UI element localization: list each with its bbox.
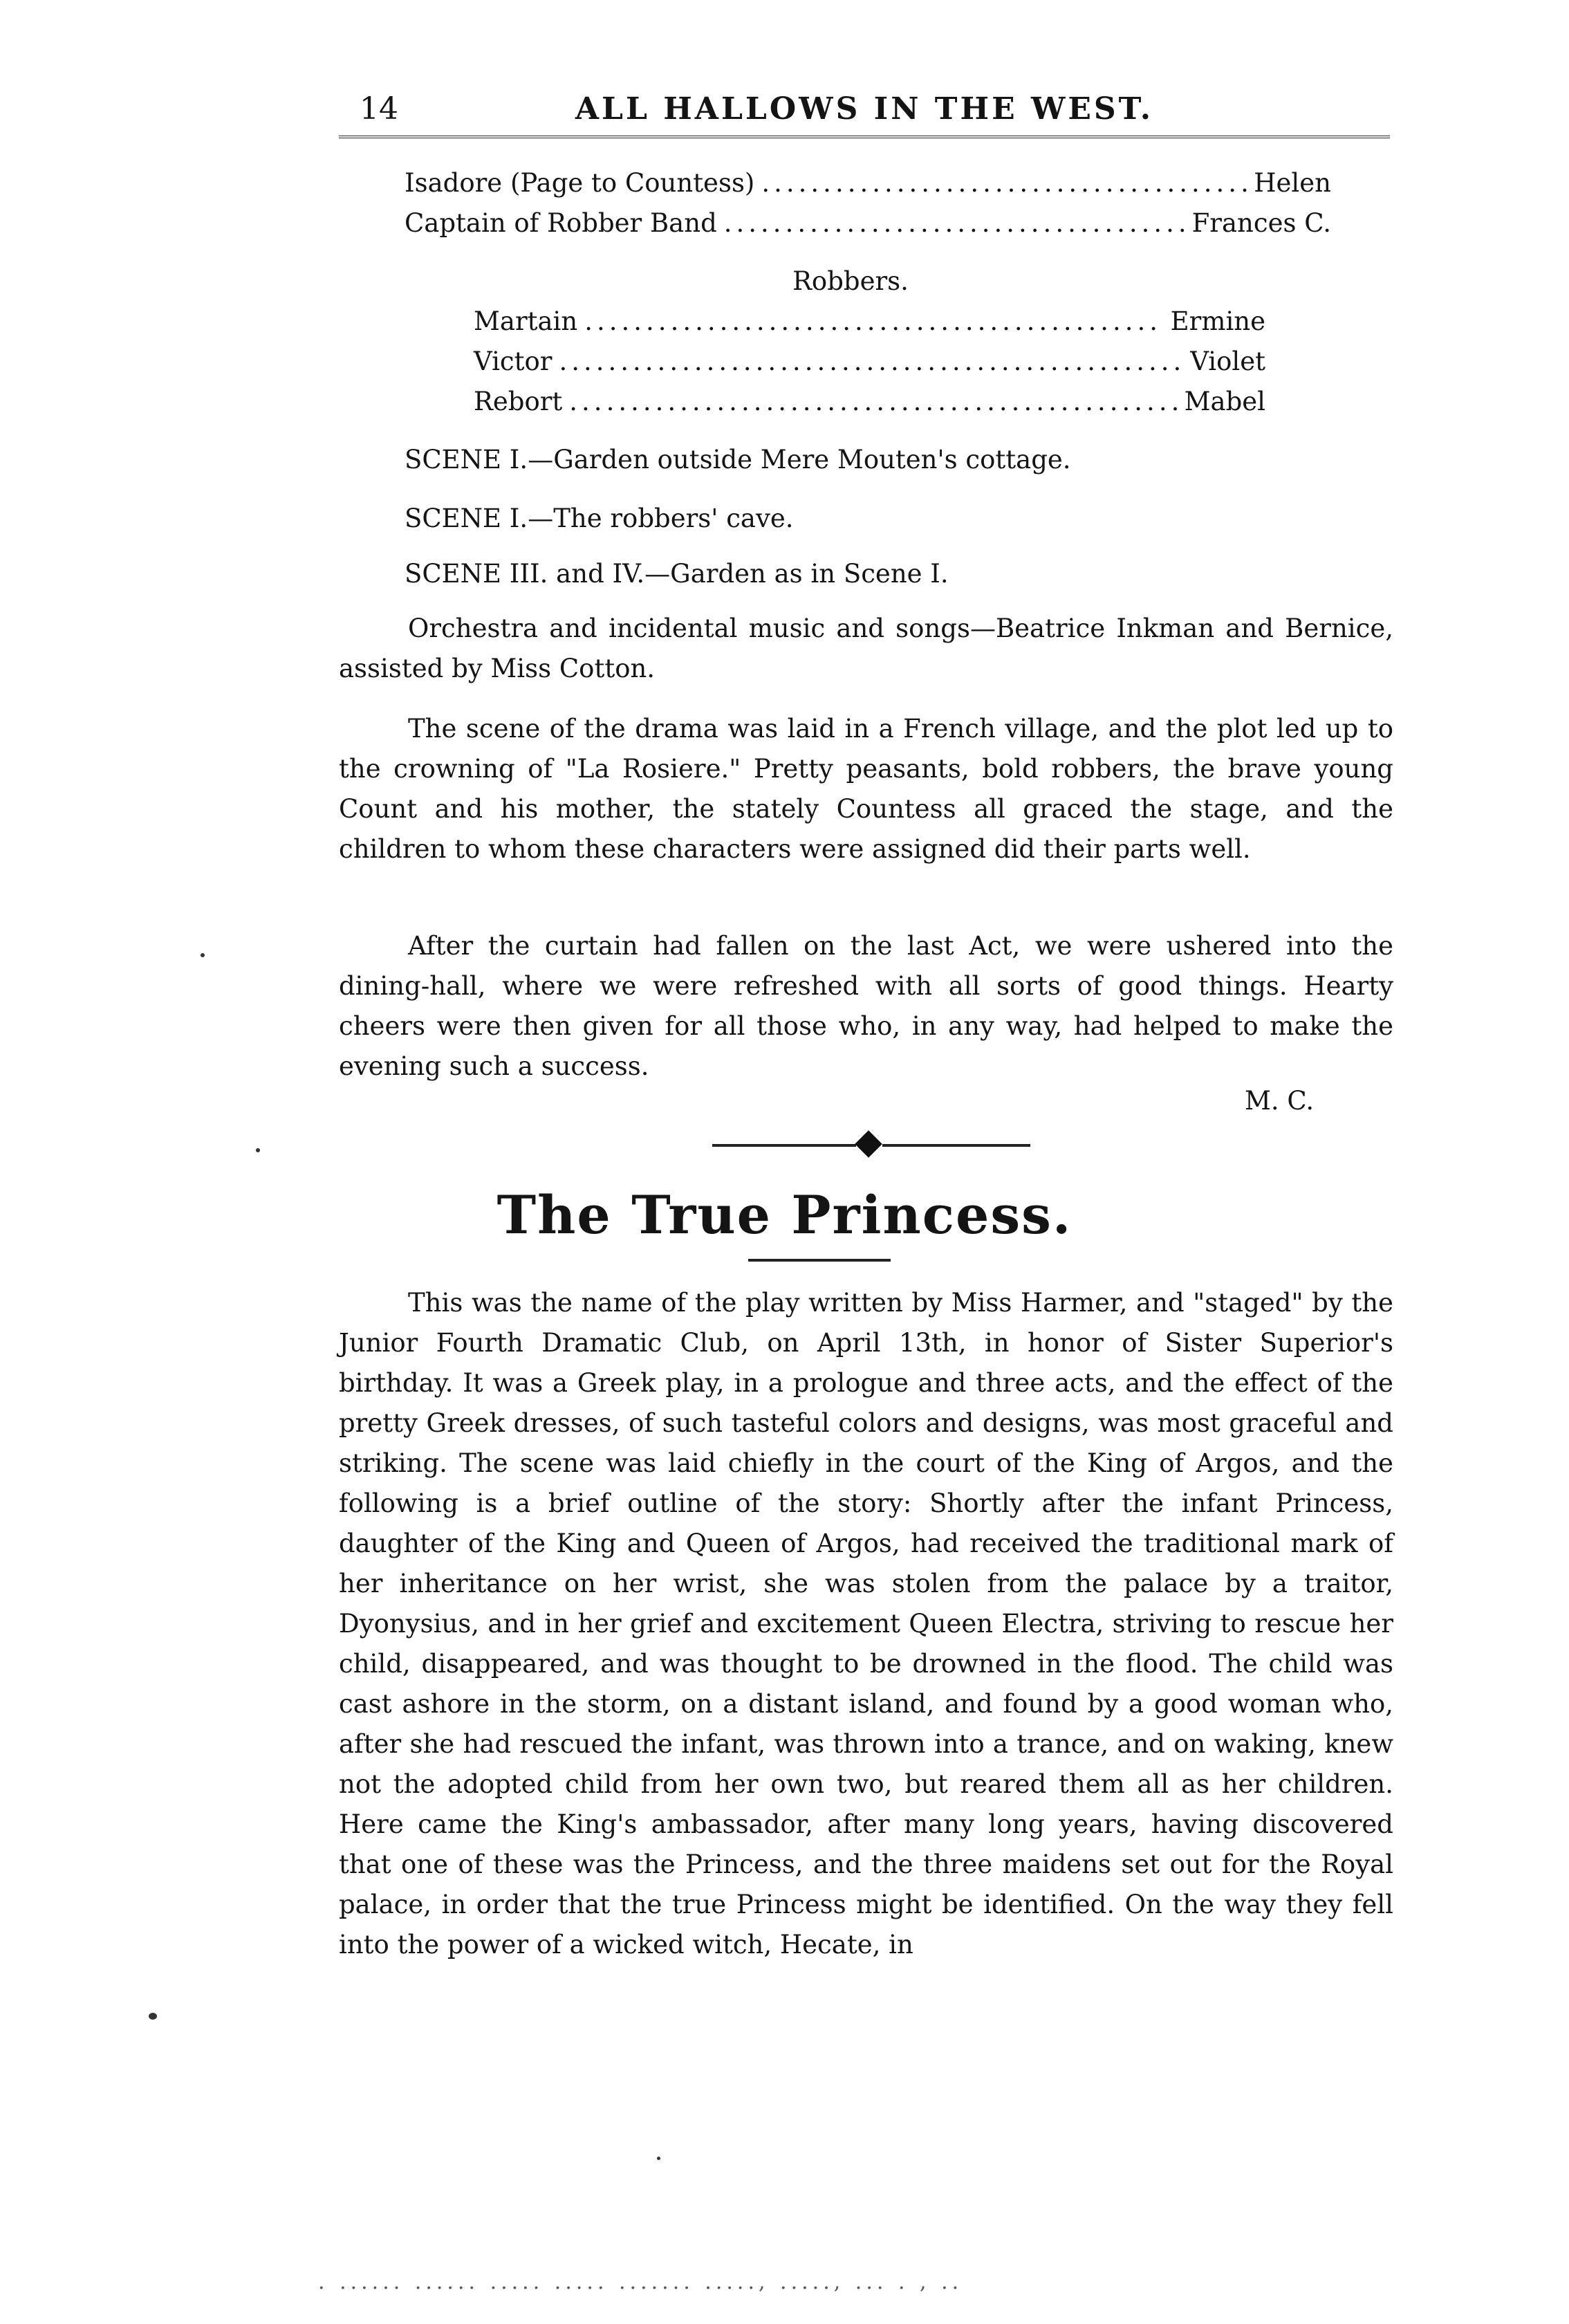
section-divider-ornament	[712, 1132, 1030, 1159]
robber-line	[474, 385, 1265, 419]
cast-actor: Mabel	[1184, 387, 1265, 416]
cast-line	[405, 166, 1331, 201]
robbers-heading: Robbers.	[792, 266, 909, 296]
cast-role: Martain	[474, 306, 578, 336]
dot-leader	[584, 304, 1163, 339]
dot-leader	[559, 344, 1183, 379]
paragraph-true-princess: This was the name of the play written by Miss Harmer, and "staged" by the Junior Fourth Dramatic Club, on April 13th, in honor of Sister Superior's birthday. It was a Greek play, in a prologue and three acts, and the effect of the pretty Greek dresses, of such tasteful colors and designs, was most graceful and striking. The scene was laid chiefly in the court of the King of Argos, and the following is a brief outline of the story: Shortly after the infant Princess, daughter of the King and Queen of Argos, had received the traditional mark of her inheritance on her wrist, she was stolen from the palace by a traitor, Dyonysius, and in her grief and excitement Queen Electra, striving to rescue her child, disappeared, and was thought to be drowned in the flood. The child was cast ashore in the storm, on a distant island, and found by a good woman who, after she had rescued the infant, was thrown into a trance, and on waking, knew not the adopted child from her own two, but reared them all as her children. Here came the King's ambassador, after many long years, having discovered that one of these was the Princess, and the three maidens set out for the Royal palace, in order that the true Princess might be identified. On the way they fell into the power of a wicked witch, Hecate, in	[339, 1288, 1393, 1959]
header-rule	[339, 136, 1390, 140]
signature: M. C.	[1245, 1086, 1315, 1116]
dot-leader	[569, 385, 1177, 419]
scan-speck	[201, 953, 205, 957]
scan-speck	[256, 1148, 260, 1152]
paragraph-orchestra: Orchestra and incidental music and songs—Beatrice Inkman and Bernice, assisted by Miss Cotton.	[339, 614, 1393, 683]
cast-actor: Frances C.	[1191, 208, 1331, 238]
section-title: The True Princess.	[496, 1184, 1073, 1246]
scene-line: SCENE I.—Garden outside Mere Mouten's cottage.	[405, 445, 1071, 474]
paragraph-after-curtain: After the curtain had fallen on the last Act, we were ushered into the dining-hall, where we were refreshed with all sorts of good things. Hearty cheers were then given for all those who, in any way, had helped to make the evening such a success.	[339, 931, 1393, 1081]
robber-line	[474, 344, 1265, 379]
title-rule	[748, 1259, 891, 1262]
dot-leader	[761, 166, 1247, 201]
cast-actor: Violet	[1190, 347, 1265, 376]
robber-line	[474, 304, 1265, 339]
scene-line: SCENE III. and IV.—Garden as in Scene I.	[405, 559, 949, 589]
scan-speck	[149, 2013, 157, 2020]
cast-actor: Helen	[1254, 168, 1331, 198]
cast-role: Captain of Robber Band	[405, 208, 717, 238]
running-title: ALL HALLOWS IN THE WEST.	[575, 91, 1154, 127]
diamond-icon	[855, 1130, 882, 1158]
cast-role: Rebort	[474, 387, 563, 416]
cast-actor: Ermine	[1170, 306, 1265, 336]
scene-line: SCENE I.—The robbers' cave.	[405, 504, 794, 533]
cast-role: Victor	[474, 347, 553, 376]
cast-line	[405, 206, 1331, 241]
scan-speck	[657, 2157, 660, 2160]
dot-leader	[724, 206, 1185, 241]
page-header	[339, 83, 1390, 131]
paragraph-scene-of-drama: The scene of the drama was laid in a French village, and the plot led up to the crowning of "La Rosiere." Pretty peasants, bold robbers, the brave young Count and his mother, the stately Countess all graced the stage, and the children to whom these characters were assigned did their parts well.	[339, 714, 1393, 864]
cast-role: Isadore (Page to Countess)	[405, 168, 755, 198]
page-number: 14	[360, 91, 398, 127]
bleed-through-text: . ...... ...... ..... ..... ....... ....., ....., ... . , ..	[318, 2270, 963, 2294]
